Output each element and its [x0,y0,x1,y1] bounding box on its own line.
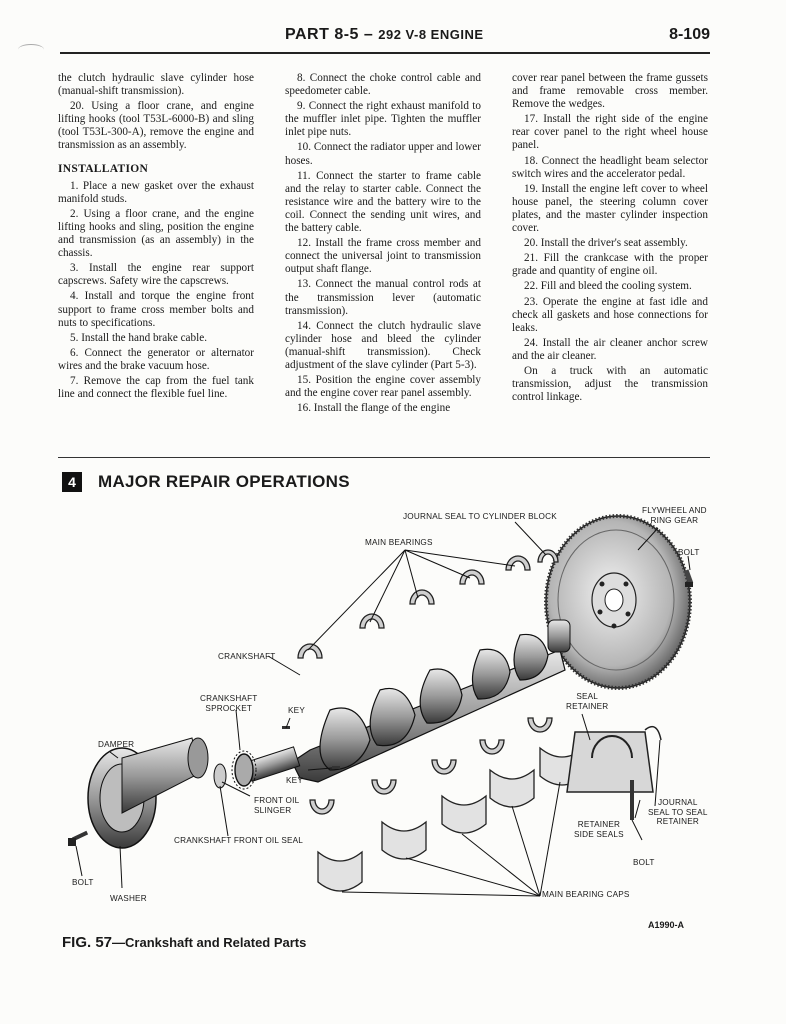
label-bolt-left: BOLT [72,878,94,887]
part-label: PART 8-5 [285,26,359,43]
page-number: 8-109 [669,26,710,43]
caption-number: FIG. 57 [62,934,113,951]
paragraph: 7. Remove the cap from the fuel tank line and connect the flexible fuel line. [58,374,254,401]
label-main-bearings: MAIN BEARINGS [365,538,433,547]
paragraph: 20. Install the driver's seat assembly. [524,237,688,250]
paragraph: 12. Install the frame cross member and connect the universal joint to transmission output shaft flange. [285,237,481,276]
label-crankshaft: CRANKSHAFT [218,652,276,661]
label-damper: DAMPER [98,740,135,749]
paragraph: 8. Connect the choke control cable and speedometer cable. [285,72,481,98]
label-key-top: KEY [288,706,305,715]
paragraph: 14. Connect the clutch hydraulic slave cylinder hose and bleed the cylinder (manual-shift transmission). Check adjustment of the slave cylinder (Part 5-3). [285,319,481,371]
paragraph: 21. Fill the crankcase with the proper grade and quantity of engine oil. [512,252,708,278]
column-3 [512,72,708,406]
label-journal-seal-block: JOURNAL SEAL TO CYLINDER BLOCK [403,512,557,521]
seal-retainer [567,727,661,792]
part-subtitle: 292 V-8 ENGINE [378,27,484,42]
paragraph: 17. Install the right side of the engine rear cover panel to the right wheel house panel. [512,113,708,152]
installation-heading: INSTALLATION [58,162,149,175]
label-flywheel: FLYWHEEL AND RING GEAR [642,506,707,525]
crankshaft-sprocket [235,754,253,786]
paragraph: 1. Place a new gasket over the exhaust manifold studs. [58,179,254,205]
page-title [285,26,484,44]
paragraph: 11. Connect the starter to frame cable and the relay to starter cable. Connect the resistance wire and the battery wire to the coil. Connect the sending unit wires, and the battery cable. [285,169,481,235]
label-key-mid: KEY [286,776,303,785]
paragraph: 24. Install the air cleaner anchor screw and the air cleaner. [512,336,708,362]
label-journal-seal-retainer: JOURNAL SEAL TO SEAL RETAINER [648,798,708,826]
damper [88,738,208,848]
label-crankshaft-front-oil-seal: CRANKSHAFT FRONT OIL SEAL [174,836,304,845]
exploded-view-illustration [60,500,720,920]
label-bolt-right: BOLT [633,858,655,867]
label-front-oil-slinger: FRONT OIL SLINGER [254,796,300,815]
text-columns [58,72,714,450]
paragraph: 6. Connect the generator or alternator wires and the brake vacuum hose. [58,346,254,372]
paragraph: 18. Connect the headlight beam selector switch wires and the accelerator pedal. [512,154,708,180]
label-main-bearing-caps: MAIN BEARING CAPS [542,890,630,899]
label-bolt-top: BOLT [678,548,700,557]
paragraph: 22. Fill and bleed the cooling system. [524,280,692,293]
page-corner-mark [18,44,44,55]
label-seal-retainer: SEAL RETAINER [566,692,609,711]
crankshaft [246,620,570,782]
key-mid [332,766,340,769]
paragraph: 15. Position the engine cover assembly and the engine cover rear panel assembly. [285,374,481,400]
paragraph: 9. Connect the right exhaust manifold to the muffler inlet pipe. Tighten the muffler inlet pipe nuts. [285,100,481,139]
page-header [60,22,710,54]
label-crankshaft-sprocket: CRANKSHAFT SPROCKET [200,694,258,713]
label-retainer-side-seals: RETAINER SIDE SEALS [574,820,624,839]
paragraph: 19. Install the engine left cover to wheel house panel, the steering column cover plates, and the master cylinder inspection cover. [512,182,708,235]
section-divider [58,457,710,458]
title-dash: – [358,26,379,43]
column-2 [285,72,481,417]
front-oil-slinger [214,764,226,788]
section-title: MAJOR REPAIR OPERATIONS [98,472,350,491]
figure-id: A1990-A [648,920,685,930]
paragraph: the clutch hydraulic slave cylinder hose (manual-shift transmission). [58,72,254,98]
paragraph: 2. Using a floor crane, and the engine lifting hooks and sling, position the engine and transmission (as an assembly) in the chassis. [58,207,254,260]
damper-bolt [68,831,88,846]
paragraph: cover rear panel between the frame gussets and frame removable cross member. Remove the wedges. [512,72,708,111]
label-washer: WASHER [110,894,147,903]
column-1 [58,72,254,403]
crankshaft-exploded-figure [60,500,720,920]
paragraph: 4. Install and torque the engine front support to frame cross member bolts and nuts to specifications. [58,290,254,329]
paragraph: 3. Install the engine rear support capscrews. Safety wire the capscrews. [58,262,254,288]
paragraph: 16. Install the flange of the engine [297,402,451,415]
paragraph: On a truck with an automatic transmission, adjust the transmission control linkage. [512,364,708,404]
retainer-bolt [630,780,634,820]
figure-caption [62,934,306,951]
section-number-badge: 4 [62,472,82,492]
paragraph: 23. Operate the engine at fast idle and check all gaskets and hose connections for leaks. [512,295,708,334]
paragraph: 20. Using a floor crane, and engine lifting hooks (tool T53L-6000-B) and sling (tool T53L-300-A), remove the engine and transmission as an assembly. [58,100,254,152]
paragraph: 5. Install the hand brake cable. [70,331,207,344]
paragraph: 13. Connect the manual control rods at the transmission lever (automatic transmission). [285,278,481,317]
caption-text: —Crankshaft and Related Parts [112,935,307,950]
flywheel-ring-gear [546,516,690,688]
paragraph: 10. Connect the radiator upper and lower hoses. [285,141,481,167]
